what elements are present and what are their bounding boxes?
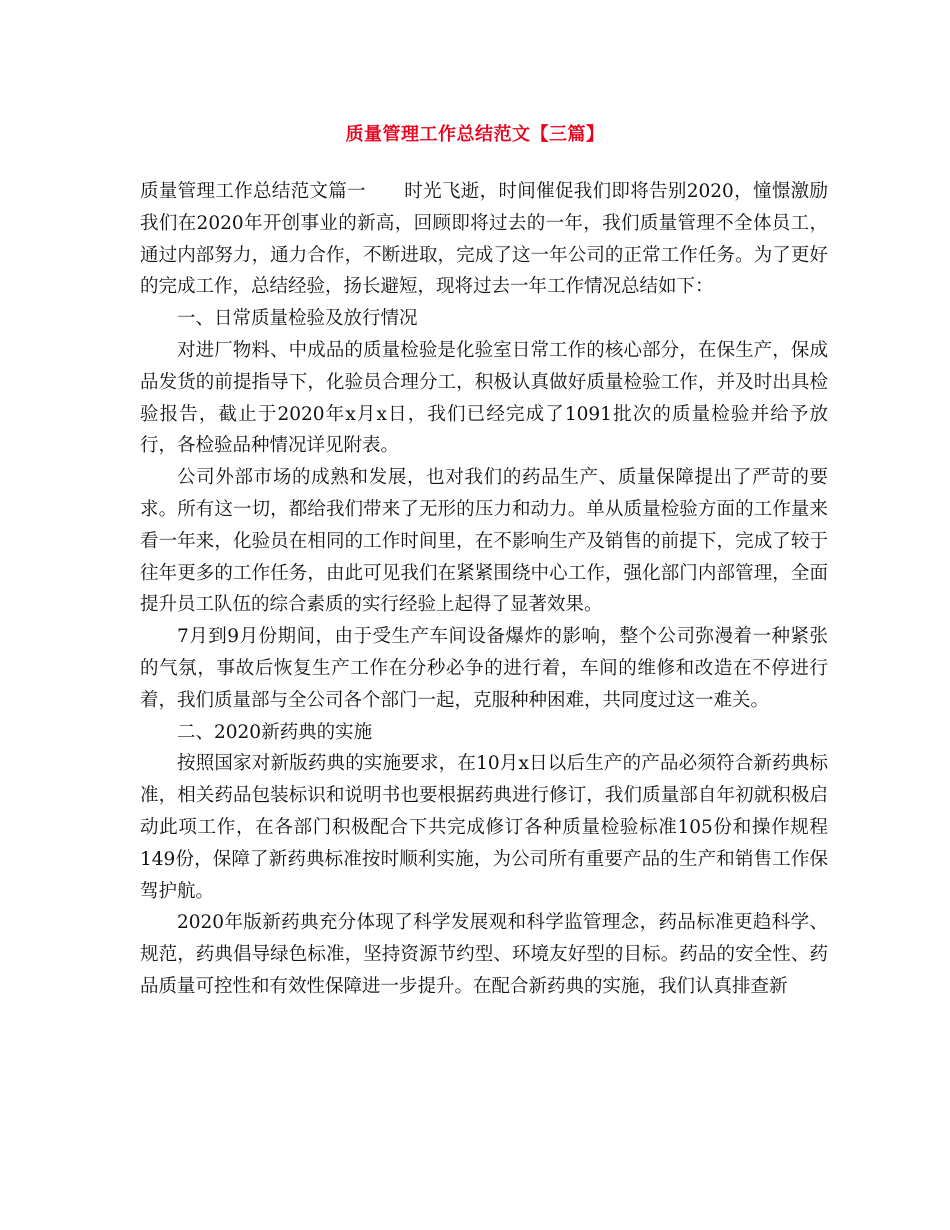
document-body <box>140 176 828 1003</box>
section-heading-1: 一、日常质量检验及放行情况 <box>177 308 418 330</box>
paragraph: 按照国家对新版药典的实施要求，在10月x日以后生产的产品必须符合新药典标准，相关药品包装标识和说明书也要根据药典进行修订，我们质量部自年初就积极启动此项工作，在各部门积极配合下共完成修订各种质量检验标准105份和操作规程149份，保障了新药典标准按时顺利实施，为公司所有重要产品的生产和销售工作保驾护航。 <box>140 753 828 902</box>
section-heading-intro: 质量管理工作总结范文篇一 <box>140 181 366 202</box>
paragraph: 公司外部市场的成熟和发展，也对我们的药品生产、质量保障提出了严苛的要求。所有这一切，都给我们带来了无形的压力和动力。单从质量检验方面的工作量来看一年来，化验员在相同的工作时间里，在不影响生产及销售的前提下，完成了较于往年更多的工作任务，由此可见我们在紧紧围绕中心工作，强化部门内部管理，全面提升员工队伍的综合素质的实行经验上起得了显著效果。 <box>140 467 828 616</box>
paragraph-intro <box>140 176 828 303</box>
paragraph: 7月到9月份期间，由于受生产车间设备爆炸的影响，整个公司弥漫着一种紧张的气氛，事故后恢复生产工作在分秒必争的进行着，车间的维修和改造在不停进行着，我们质量部与全公司各个部门一起，克服种种困难，共同度过这一难关。 <box>140 626 828 711</box>
paragraph: 2020年版新药典充分体现了科学发展观和科学监管理念，药品标准更趋科学、规范，药典倡导绿色标准，坚持资源节约型、环境友好型的目标。药品的安全性、药品质量可控性和有效性保障进一步提升。在配合新药典的实施，我们认真排查新 <box>140 912 828 997</box>
section-heading-2: 二、2020新药典的实施 <box>177 721 373 743</box>
intro-text: 时光飞逝，时间催促我们即将告别2020，憧憬激励我们在2020年开创事业的新高，回顾即将过去的一年，我们质量管理不全体员工，通过内部努力，通力合作，不断进取，完成了这一年公司的正常工作任务。为了更好的完成工作，总结经验，扬长避短，现将过去一年工作情况总结如下： <box>140 181 828 298</box>
document-title: 质量管理工作总结范文【三篇】 <box>345 124 605 145</box>
paragraph: 对进厂物料、中成品的质量检验是化验室日常工作的核心部分，在保生产，保成品发货的前提指导下，化验员合理分工，积极认真做好质量检验工作，并及时出具检验报告，截止于2020年x月x日，我们已经完成了1091批次的质量检验并给予放行，各检验品种情况详见附表。 <box>140 339 828 457</box>
